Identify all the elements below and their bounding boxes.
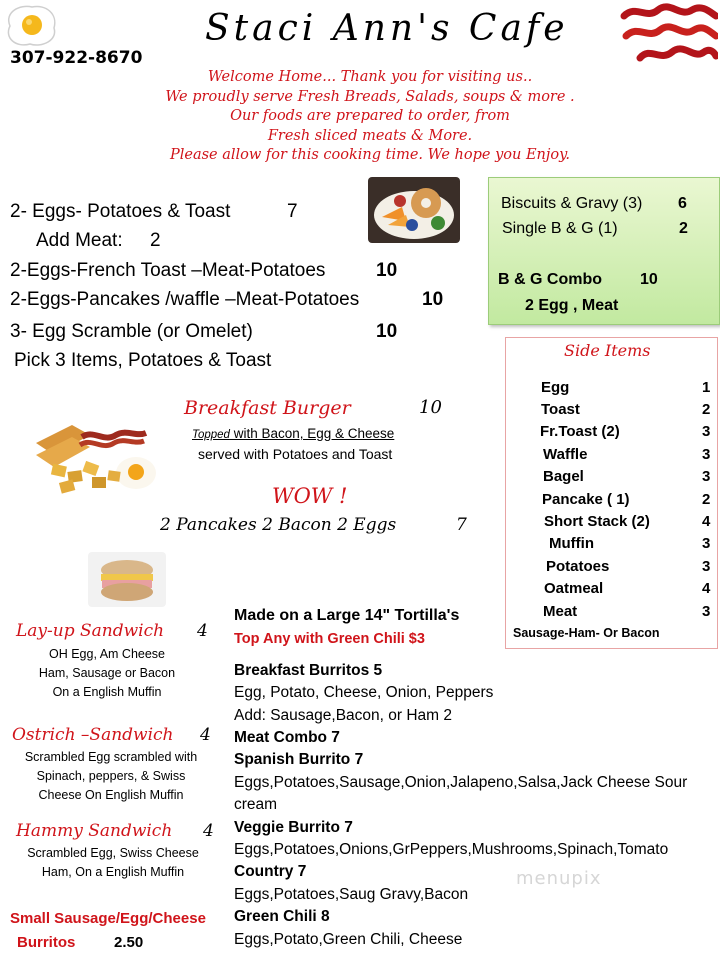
breakfast-item-text: 3- Egg Scramble (or Omelet) bbox=[10, 321, 253, 342]
welcome-line: We proudly serve Fresh Breads, Salads, soups & more . bbox=[165, 88, 575, 105]
side-item-price: 2 bbox=[702, 401, 711, 418]
biscuit-item-name: Biscuits & Gravy (3) bbox=[501, 195, 643, 212]
burrito-desc: Eggs,Potatoes,Sausage,Onion,Jalapeno,Salsa,Jack Cheese Sour bbox=[234, 774, 688, 791]
welcome-line: Please allow for this cooking time. We hope you Enjoy. bbox=[169, 147, 570, 163]
sandwich-desc-line: On a English Muffin bbox=[52, 685, 162, 699]
burger-served-line: served with Potatoes and Toast bbox=[198, 446, 393, 462]
burrito-heading: Made on a Large 14" Tortilla's bbox=[234, 607, 460, 624]
sandwich-desc-line: Ham, Sausage or Bacon bbox=[38, 666, 176, 680]
burger-plate-photo bbox=[32, 415, 157, 497]
breakfast-plate-photo bbox=[368, 177, 460, 243]
burrito-title: Spanish Burrito 7 bbox=[234, 751, 364, 768]
burger-price: 10 bbox=[419, 397, 442, 418]
side-item-price: 3 bbox=[702, 558, 711, 575]
sandwich-name: Hammy Sandwich bbox=[16, 821, 173, 841]
side-item-price: 4 bbox=[702, 513, 711, 530]
side-item-name: Waffle bbox=[543, 446, 588, 463]
sandwich-description bbox=[6, 748, 216, 805]
bg-combo-price: 10 bbox=[640, 271, 658, 288]
sandwich-name: Lay-up Sandwich bbox=[16, 621, 165, 641]
breakfast-item-price: 10 bbox=[376, 260, 398, 281]
breakfast-item-text: Pick 3 Items, Potatoes & Toast bbox=[14, 350, 272, 371]
topped-rest: with Bacon, Egg & Cheese bbox=[229, 426, 395, 441]
phone-number: 307-922-8670 bbox=[10, 48, 143, 68]
breakfast-item-price: 7 bbox=[287, 201, 298, 222]
welcome-line: Welcome Home... Thank you for visiting us.. bbox=[207, 69, 533, 85]
sandwich-description bbox=[2, 645, 212, 702]
side-item-name: Potatoes bbox=[546, 558, 610, 575]
side-item-name: Egg bbox=[541, 379, 570, 396]
wow-price: 7 bbox=[456, 515, 467, 535]
burrito-title: Green Chili 8 bbox=[234, 908, 330, 925]
bg-combo-desc: 2 Egg , Meat bbox=[525, 297, 619, 314]
sandwich-desc-line: OH Egg, Am Cheese bbox=[48, 647, 166, 661]
sandwich-desc-line: Scrambled Egg scrambled with bbox=[24, 750, 198, 764]
sandwich-name: Ostrich –Sandwich bbox=[12, 725, 174, 745]
side-item-name: Toast bbox=[541, 401, 580, 418]
wow-description: 2 Pancakes 2 Bacon 2 Eggs bbox=[160, 515, 397, 535]
small-burrito-title: Small Sausage/Egg/Cheese bbox=[10, 910, 206, 927]
sandwich-description bbox=[8, 844, 218, 882]
bg-combo-name: B & G Combo bbox=[498, 271, 602, 288]
welcome-line: Fresh sliced meats & More. bbox=[267, 127, 473, 144]
sandwich-price: 4 bbox=[200, 725, 211, 745]
side-item-price: 2 bbox=[702, 491, 711, 508]
sandwich-desc-line: Cheese On English Muffin bbox=[38, 788, 184, 802]
burrito-desc: Add: Sausage,Bacon, or Ham 2 bbox=[234, 707, 452, 724]
burrito-desc: Egg, Potato, Cheese, Onion, Peppers bbox=[234, 684, 494, 701]
breakfast-item-price: 10 bbox=[376, 321, 398, 342]
breakfast-item-text: 2-Eggs-Pancakes /waffle –Meat-Potatoes bbox=[10, 289, 360, 310]
burrito-title: Meat Combo 7 bbox=[234, 729, 340, 746]
small-burrito-price: 2.50 bbox=[114, 934, 144, 951]
side-items-footnote: Sausage-Ham- Or Bacon bbox=[513, 626, 660, 640]
side-item-name: Bagel bbox=[543, 468, 584, 485]
side-item-name: Short Stack (2) bbox=[544, 513, 650, 530]
side-item-price: 3 bbox=[702, 446, 711, 463]
burrito-desc: Eggs,Potatoes,Saug Gravy,Bacon bbox=[234, 886, 469, 903]
side-item-price: 3 bbox=[702, 423, 711, 440]
side-item-name: Fr.Toast (2) bbox=[540, 423, 620, 440]
burrito-desc: Eggs,Potato,Green Chili, Cheese bbox=[234, 931, 463, 948]
biscuit-item-price: 6 bbox=[678, 195, 687, 212]
watermark: menupix bbox=[516, 868, 602, 889]
side-item-price: 3 bbox=[702, 603, 711, 620]
burrito-desc: cream bbox=[234, 796, 278, 813]
side-item-name: Meat bbox=[543, 603, 578, 620]
side-items-title: Side Items bbox=[564, 341, 651, 360]
burger-name: Breakfast Burger bbox=[184, 397, 351, 419]
small-burrito-line2: Burritos bbox=[17, 934, 76, 951]
cafe-title: Staci Ann's Cafe bbox=[205, 8, 569, 49]
burrito-title: Veggie Burrito 7 bbox=[234, 819, 353, 836]
welcome-line: Our foods are prepared to order, from bbox=[230, 108, 510, 124]
sandwich-desc-line: Ham, On a English Muffin bbox=[41, 865, 185, 879]
side-item-name: Oatmeal bbox=[544, 580, 604, 597]
side-item-price: 4 bbox=[702, 580, 711, 597]
side-item-name: Pancake ( 1) bbox=[542, 491, 630, 508]
side-item-price: 3 bbox=[702, 468, 711, 485]
burrito-title: Country 7 bbox=[234, 863, 307, 880]
burrito-subheading: Top Any with Green Chili $3 bbox=[234, 631, 425, 647]
breakfast-item-text: 2- Eggs- Potatoes & Toast bbox=[10, 201, 231, 222]
breakfast-item-text: Add Meat: bbox=[36, 230, 123, 251]
sandwich-desc-line: Scrambled Egg, Swiss Cheese bbox=[27, 846, 199, 860]
welcome-message bbox=[120, 68, 620, 166]
fried-egg-icon bbox=[2, 2, 60, 50]
burrito-title: Breakfast Burritos 5 bbox=[234, 662, 383, 679]
side-item-price: 1 bbox=[702, 379, 711, 396]
breakfast-item-price: 10 bbox=[422, 289, 444, 310]
biscuit-item-price: 2 bbox=[679, 220, 688, 237]
sandwich-price: 4 bbox=[197, 621, 208, 641]
burger-topped-line bbox=[192, 426, 394, 441]
sandwich-price: 4 bbox=[203, 821, 214, 841]
topped-word: Topped bbox=[192, 429, 230, 441]
side-item-price: 3 bbox=[702, 535, 711, 552]
wow-heading: WOW ! bbox=[272, 484, 348, 508]
biscuit-item-name: Single B & G (1) bbox=[502, 220, 618, 237]
muffin-sandwich-photo bbox=[88, 552, 166, 607]
side-item-name: Muffin bbox=[549, 535, 594, 552]
breakfast-item-price: 2 bbox=[150, 230, 161, 251]
sandwich-desc-line: Spinach, peppers, & Swiss bbox=[36, 769, 186, 783]
burrito-desc: Eggs,Potatoes,Onions,GrPeppers,Mushrooms,Spinach,Tomato bbox=[234, 841, 669, 858]
breakfast-item-text: 2-Eggs-French Toast –Meat-Potatoes bbox=[10, 260, 326, 281]
bacon-strips-icon bbox=[620, 2, 718, 68]
